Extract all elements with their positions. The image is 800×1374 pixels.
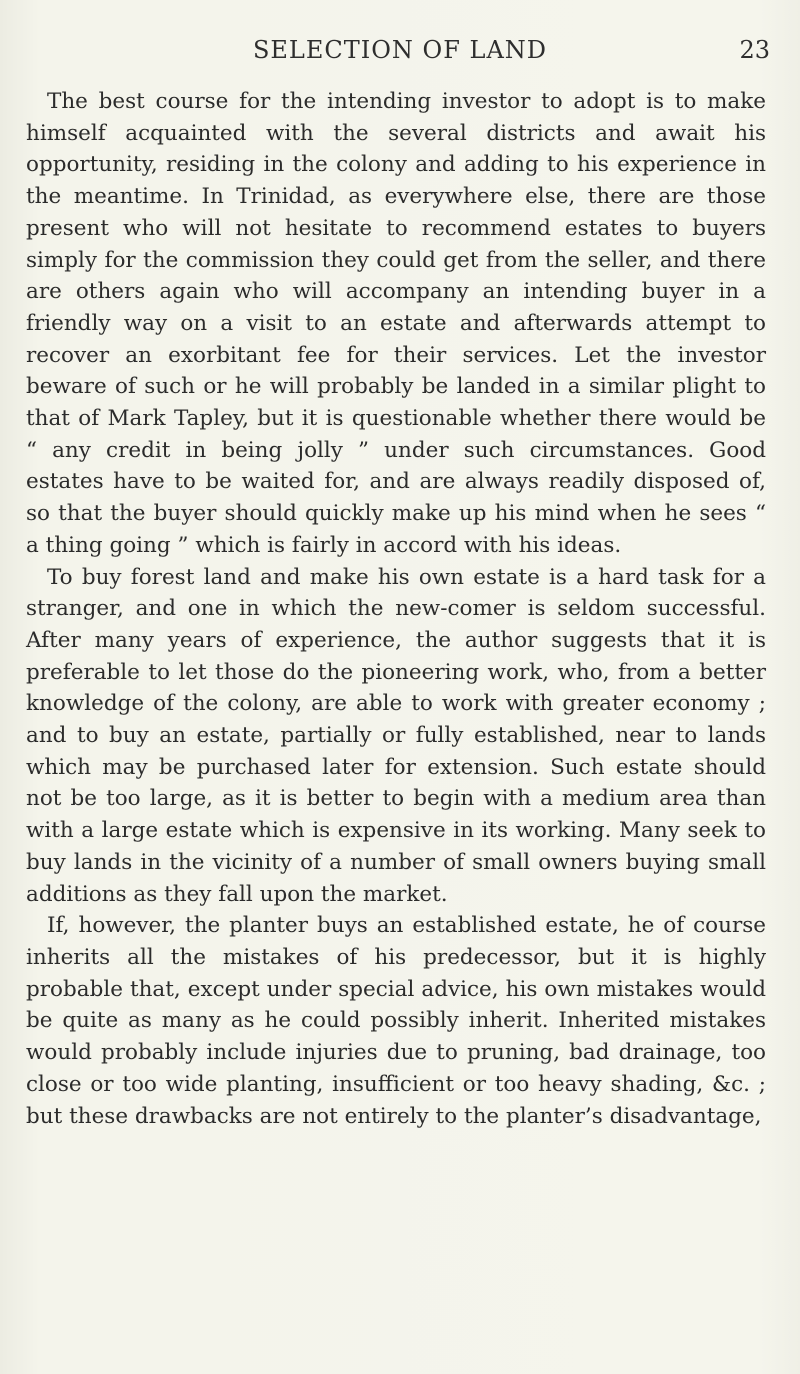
paragraph-established-estate: If, however, the planter buys an established estate, he of course inherits all the mistakes of his predecessor, but it is highly probable that, except under special advice, his own mistakes would be quite as many as he could possibly inherit. Inherited mistakes would probably include injuries due to pruning, bad drainage, too close or too wide planting, insufficient or too heavy shading, &c. ; but these drawbacks are not entirely to the planter’s disadvantage, — [26, 913, 766, 1129]
body-text — [26, 86, 766, 1132]
paragraph-investor-advice: The best course for the intending investor to adopt is to make himself acquainted with the several districts and await his opportunity, residing in the colony and adding to his experience in the meantime. In Trinidad, as everywhere else, there are those present who will not hesitate to recommend estates to buyers simply for the commission they could get from the seller, and there are others again who will accompany an intending buyer in a friendly way on a visit to an estate and afterwards attempt to recover an exorbitant fee for their services. Let the investor beware of such or he will probably be landed in a similar plight to that of Mark Tapley, but it is questionable whether there would be “ any credit in being jolly ” under such circumstances. Good estates have to be waited for, and are always readily disposed of, so that the buyer should quickly make up his mind when he sees “ a thing going ” which is fairly in accord with his ideas. — [26, 89, 766, 558]
running-title: SELECTION OF LAND — [252, 36, 548, 64]
page-number: 23 — [739, 36, 770, 64]
paragraph-forest-land: To buy forest land and make his own estate is a hard task for a stranger, and one in which the new-comer is seldom successful. After many years of experience, the author suggests that it is preferable to let those do the pioneering work, who, from a better knowledge of the colony, are able to work with greater economy ; and to buy an estate, partially or fully established, near to lands which may be purchased later for extension. Such estate should not be too large, as it is better to begin with a medium area than with a large estate which is expensive in its working. Many seek to buy lands in the vicinity of a number of small owners buying small additions as they fall upon the market. — [26, 564, 766, 907]
page-header — [0, 36, 800, 70]
